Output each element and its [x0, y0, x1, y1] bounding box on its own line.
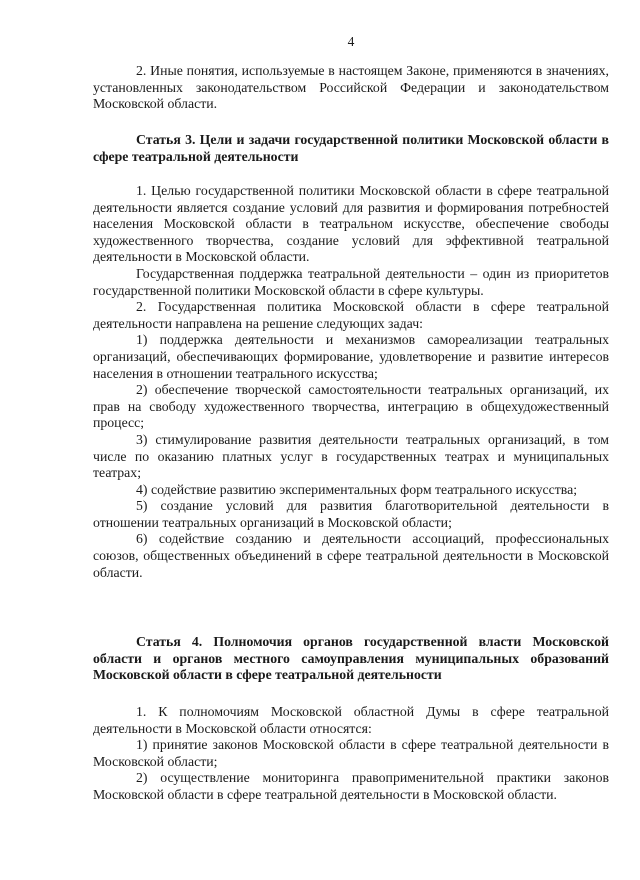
article-4-heading-block: [93, 634, 609, 684]
article-3-list-item: 2) обеспечение творческой самостоятельности театральных организаций, их прав на свободу художественного творчества, интеграцию в общехудожественный процесс;: [93, 382, 609, 431]
article-3-list-item: 5) создание условий для развития благотворительной деятельности в отношении театральных организаций в Московской области;: [93, 498, 609, 530]
article-3-list-item: 1) поддержка деятельности и механизмов самореализации театральных организаций, обеспечивающих формирование, удовлетворение и развитие интересов населения в отношении театрального искусства;: [93, 332, 609, 381]
article-4-paragraph: 1. К полномочиям Московской областной Думы в сфере театральной деятельности в Московской области относятся:: [93, 704, 609, 736]
article-3-list-item: 6) содействие созданию и деятельности ассоциаций, профессиональных союзов, общественных объединений в сфере театральной деятельности в Московской области.: [93, 531, 609, 580]
article-4-heading: Статья 4. Полномочия органов государственной власти Московской области и органов местного самоуправления муниципальных образований Московской области в сфере театральной деятельности: [93, 634, 609, 683]
article-3-list-item: 3) стимулирование развития деятельности театральных организаций, в том числе по оказанию платных услуг в государственных театрах и муниципальных театрах;: [93, 431, 609, 481]
article-3-list-item: 4) содействие развитию экспериментальных форм театрального искусства;: [136, 481, 578, 497]
article-3-paragraph: Государственная поддержка театральной деятельности – один из приоритетов государственной политики Московской области в сфере культуры.: [93, 265, 609, 298]
article-4-list-item: 2) осуществление мониторинга правоприменительной практики законов Московской области в сфере театральной деятельности в Московской области.: [93, 770, 609, 802]
article-4-list-item: 1) принятие законов Московской области в сфере театральной деятельности в Московской области;: [93, 737, 609, 769]
article-4-body: [93, 704, 609, 804]
page-number: 4: [347, 34, 355, 49]
article-3-body: [93, 183, 609, 581]
article-3-paragraph: 1. Целью государственной политики Московской области в сфере театральной деятельности является создание условий для развития и формирования потребностей населения Московской области в театральном искусстве, обеспечение свободы художественного творчества, создание условий для эффективной театральной деятельности в Московской области.: [93, 183, 609, 265]
article-3-heading: Статья 3. Цели и задачи государственной политики Московской области в сфере театральной деятельности: [93, 132, 609, 164]
article-3-heading-block: [93, 132, 609, 165]
intro-section: [93, 63, 609, 113]
intro-paragraph: 2. Иные понятия, используемые в настоящем Законе, применяются в значениях, установленных законодательством Российской Федерации и законодательством Московской области.: [93, 63, 609, 112]
article-3-paragraph: 2. Государственная политика Московской области в сфере театральной деятельности направлена на решение следующих задач:: [93, 299, 609, 331]
